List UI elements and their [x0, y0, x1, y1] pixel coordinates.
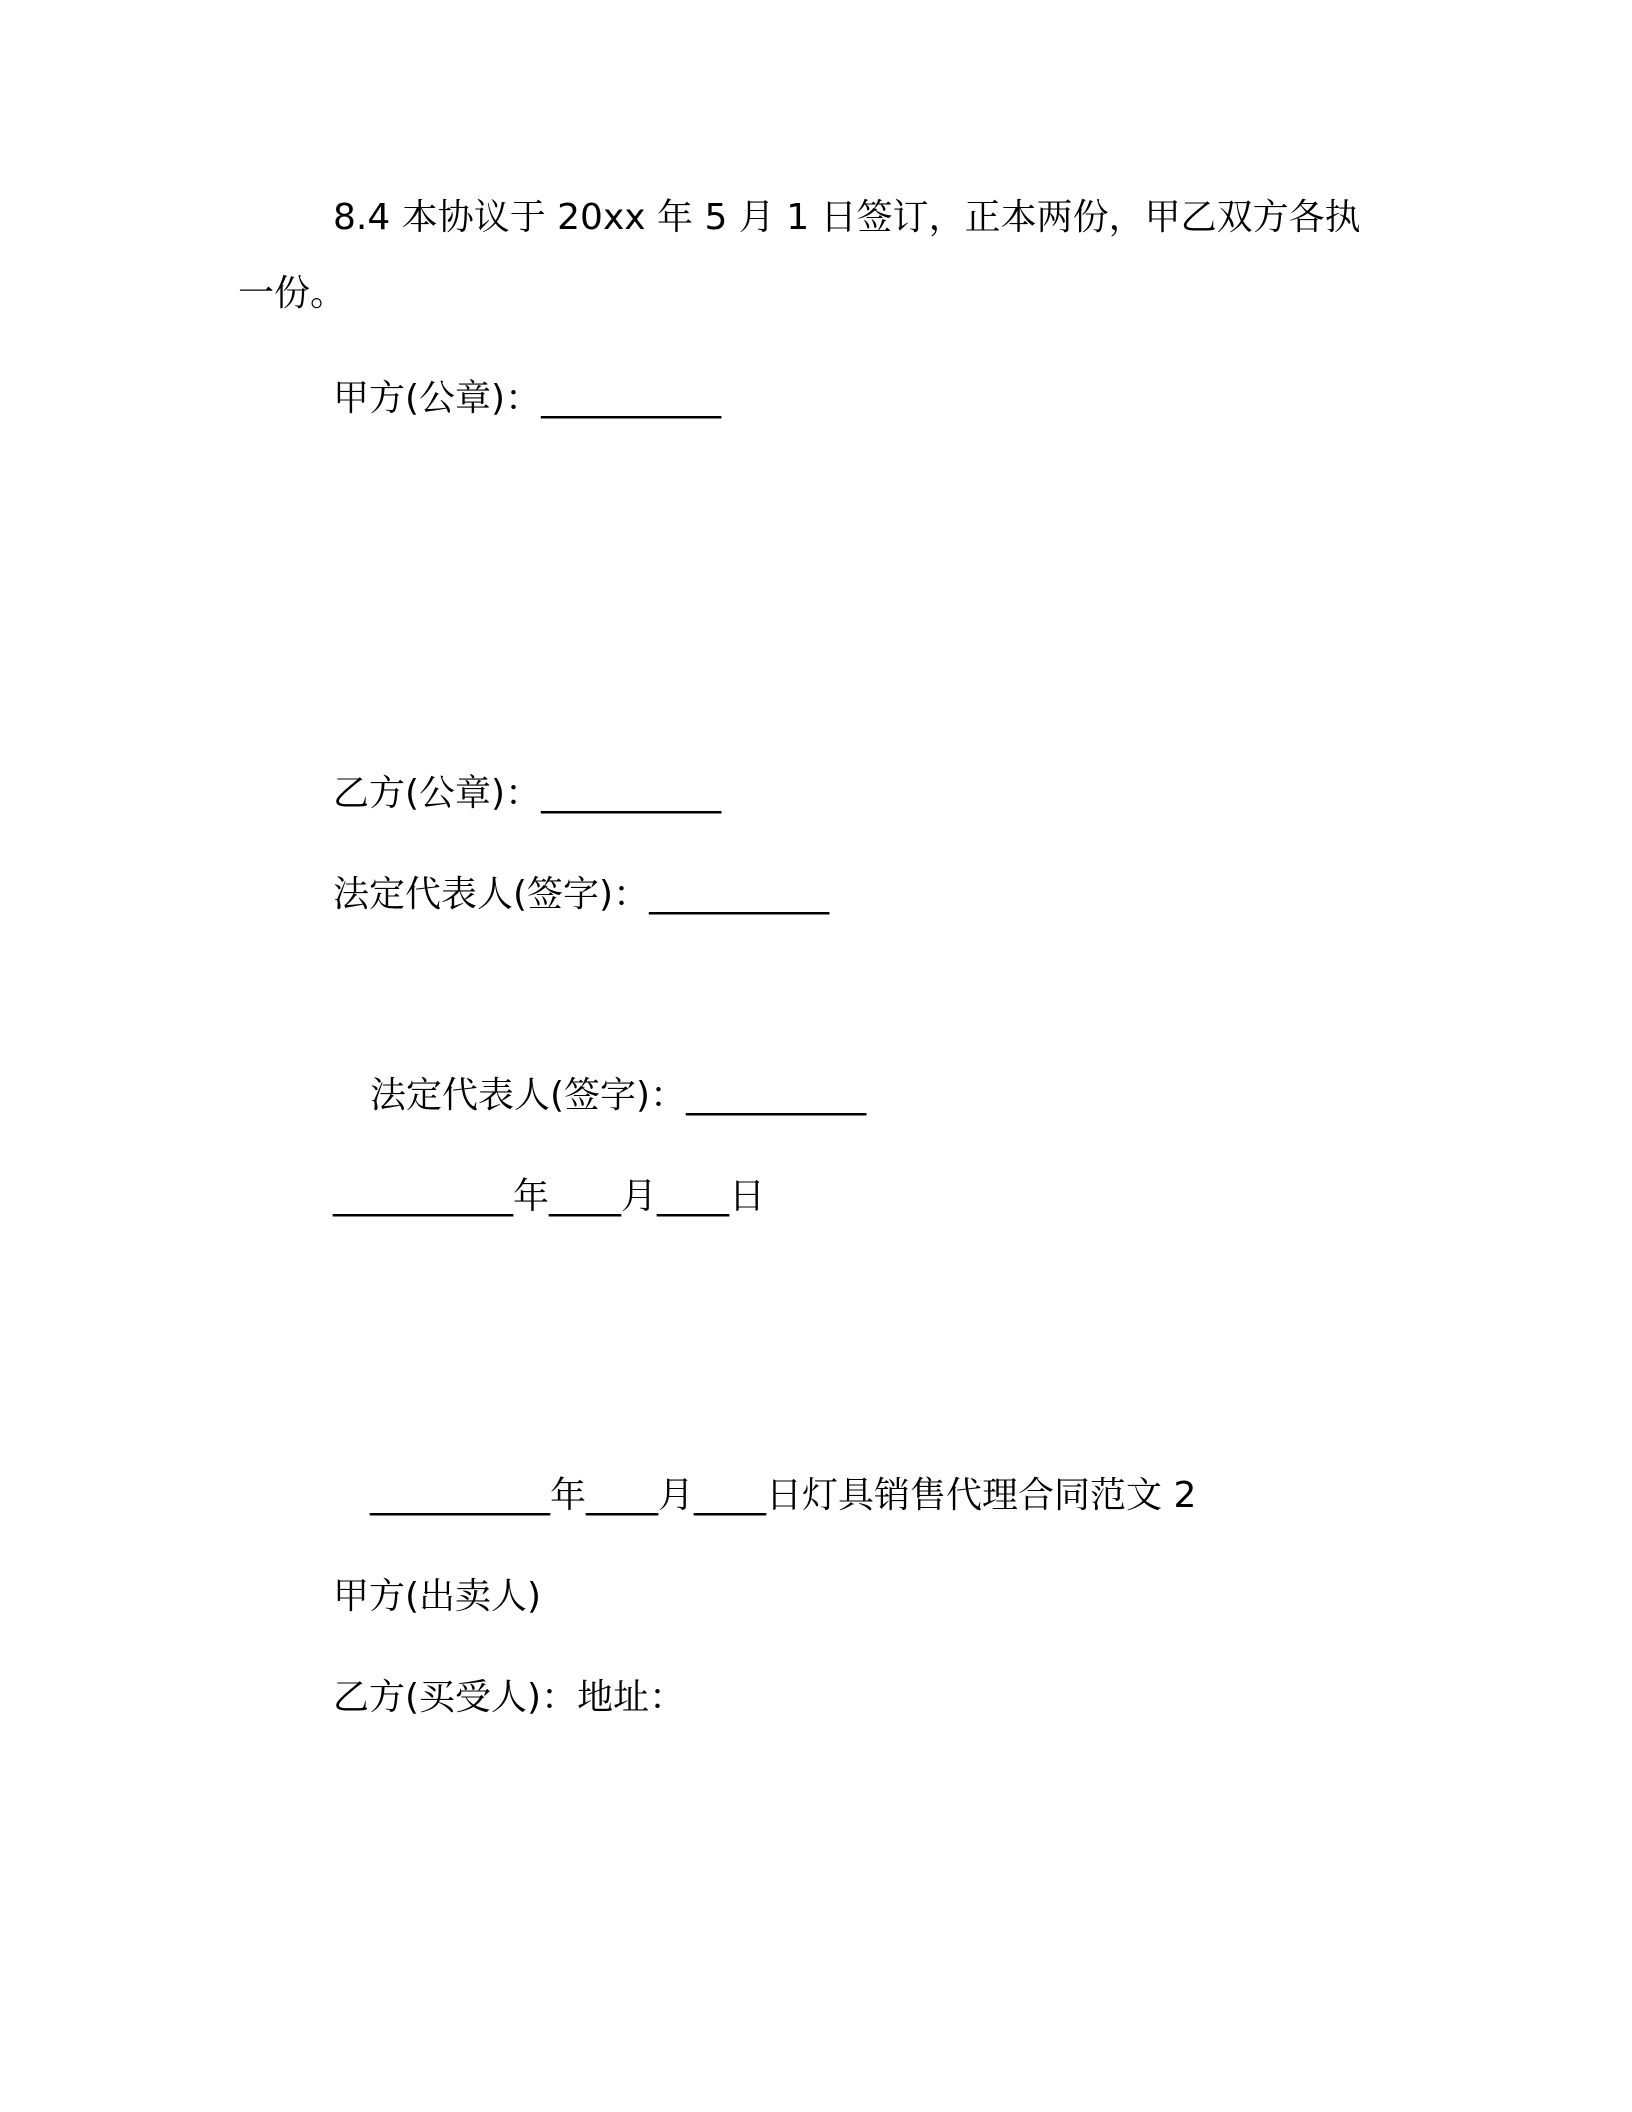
- party-a-seal-line: 甲方(公章)：__________: [333, 378, 722, 419]
- legal-representative-signature-line-2: 法定代表人(签字)：__________: [370, 1075, 867, 1116]
- party-b-seal-line: 乙方(公章)：__________: [333, 773, 722, 814]
- clause-8-4-line-1: 8.4 本协议于 20xx 年 5 月 1 日签订，正本两份，甲乙双方各执: [333, 197, 1361, 238]
- clause-8-4-line-2: 一份。: [238, 273, 347, 314]
- legal-representative-signature-line: 法定代表人(签字)：__________: [333, 874, 830, 915]
- party-a-seller-line: 甲方(出卖人): [333, 1576, 542, 1617]
- contract-title-line: __________年____月____日灯具销售代理合同范文 2: [370, 1475, 1197, 1516]
- party-b-buyer-address-line: 乙方(买受人)：地址：: [333, 1677, 686, 1718]
- signing-date-line: __________年____月____日: [333, 1176, 765, 1217]
